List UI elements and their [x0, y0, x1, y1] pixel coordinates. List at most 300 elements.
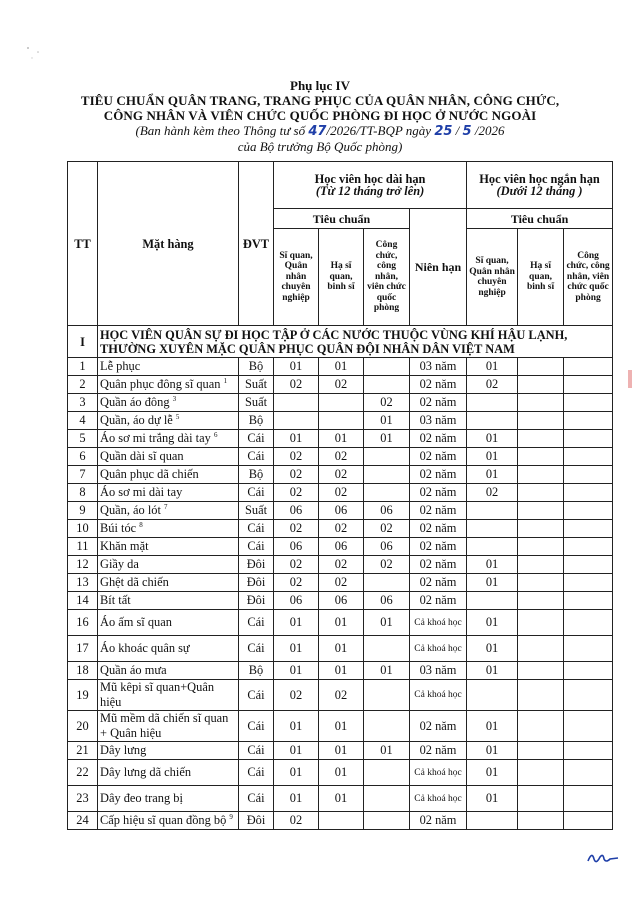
long-nco-qty: 06 — [319, 592, 364, 610]
short-officer-qty: 01 — [467, 610, 518, 636]
long-nco-qty: 01 — [319, 610, 364, 636]
long-civil-qty: 01 — [364, 412, 410, 430]
item-name — [98, 760, 239, 786]
short-nco-qty — [518, 680, 564, 711]
table-row — [68, 502, 613, 520]
table-row — [68, 376, 613, 394]
long-officer-qty: 06 — [274, 502, 319, 520]
short-civil-qty — [564, 538, 613, 556]
short-civil-qty — [564, 358, 613, 376]
term-cell: 02 năm — [410, 484, 467, 502]
long-civil-qty: 01 — [364, 430, 410, 448]
item-name — [98, 394, 239, 412]
item-name — [98, 358, 239, 376]
col-short-officer: Sĩ quan, Quân nhân chuyên nghiệp — [467, 229, 518, 326]
long-nco-qty: 01 — [319, 430, 364, 448]
short-officer-qty — [467, 812, 518, 830]
short-nco-qty — [518, 394, 564, 412]
long-civil-qty — [364, 760, 410, 786]
item-name — [98, 538, 239, 556]
short-nco-qty — [518, 592, 564, 610]
table-row — [68, 358, 613, 376]
short-civil-qty — [564, 592, 613, 610]
short-officer-qty — [467, 538, 518, 556]
item-name — [98, 680, 239, 711]
long-civil-qty: 06 — [364, 502, 410, 520]
term-cell: 02 năm — [410, 376, 467, 394]
item-name — [98, 786, 239, 812]
item-label: Khăn mặt — [100, 539, 149, 553]
long-officer-qty: 02 — [274, 484, 319, 502]
term-cell: 02 năm — [410, 466, 467, 484]
long-civil-qty: 01 — [364, 610, 410, 636]
unit-cell: Đôi — [239, 556, 274, 574]
term-cell: 02 năm — [410, 592, 467, 610]
long-civil-qty — [364, 484, 410, 502]
term-cell: 02 năm — [410, 520, 467, 538]
item-label: Quần, áo dự lễ — [100, 413, 173, 428]
long-nco-qty: 01 — [319, 786, 364, 812]
short-officer-qty: 01 — [467, 742, 518, 760]
section-row — [68, 326, 613, 358]
unit-cell: Suất — [239, 394, 274, 412]
unit-cell: Bộ — [239, 662, 274, 680]
short-nco-qty — [518, 760, 564, 786]
term-cell: Cả khoá học — [410, 680, 467, 711]
long-nco-qty: 02 — [319, 556, 364, 574]
short-nco-qty — [518, 786, 564, 812]
short-nco-qty — [518, 466, 564, 484]
item-name — [98, 662, 239, 680]
short-nco-qty — [518, 812, 564, 830]
footnote-mark: 9 — [229, 812, 233, 821]
table-row — [68, 786, 613, 812]
unit-cell: Cái — [239, 742, 274, 760]
unit-cell: Cái — [239, 786, 274, 812]
short-civil-qty — [564, 430, 613, 448]
item-label: Quân phục đông sĩ quan — [100, 377, 221, 392]
long-civil-qty — [364, 358, 410, 376]
item-name — [98, 466, 239, 484]
item-name — [98, 742, 239, 760]
short-civil-qty — [564, 636, 613, 662]
long-civil-qty — [364, 812, 410, 830]
long-officer-qty: 02 — [274, 520, 319, 538]
row-number: 13 — [68, 574, 98, 592]
long-nco-qty: 02 — [319, 680, 364, 711]
short-standard: Tiêu chuẩn — [467, 209, 613, 229]
col-unit: ĐVT — [239, 162, 274, 326]
short-nco-qty — [518, 538, 564, 556]
item-label: Áo sơ mi dài tay — [100, 485, 183, 499]
term-cell: 02 năm — [410, 711, 467, 742]
table-row — [68, 574, 613, 592]
table-row — [68, 466, 613, 484]
item-name — [98, 711, 239, 742]
table-row — [68, 610, 613, 636]
short-civil-qty — [564, 520, 613, 538]
item-label: Dây đeo trang bị — [100, 791, 183, 805]
row-number: 3 — [68, 394, 98, 412]
unit-cell: Cái — [239, 680, 274, 711]
footnote-mark: 7 — [164, 502, 168, 511]
table-row — [68, 448, 613, 466]
unit-cell: Bộ — [239, 412, 274, 430]
document-header — [0, 78, 640, 154]
item-label: Quân phục dã chiến — [100, 467, 199, 481]
item-label: Áo khoác quân sự — [100, 641, 190, 655]
term-cell: 03 năm — [410, 412, 467, 430]
table-row — [68, 538, 613, 556]
title-line-2: CÔNG NHÂN VÀ VIÊN CHỨC QUỐC PHÒNG ĐI HỌC Ở NƯỚC NGOÀI — [103, 108, 537, 123]
item-name — [98, 484, 239, 502]
col-term: Niên hạn — [410, 209, 467, 326]
short-nco-qty — [518, 556, 564, 574]
short-officer-qty: 02 — [467, 376, 518, 394]
item-label: Mũ kêpi sĩ quan+Quân hiệu — [100, 680, 215, 709]
short-civil-qty — [564, 742, 613, 760]
long-officer-qty: 02 — [274, 466, 319, 484]
row-number: 11 — [68, 538, 98, 556]
long-officer-qty: 02 — [274, 680, 319, 711]
row-number: 17 — [68, 636, 98, 662]
item-label: Quần áo đông — [100, 395, 170, 410]
long-nco-qty: 06 — [319, 502, 364, 520]
item-name — [98, 636, 239, 662]
row-number: 21 — [68, 742, 98, 760]
short-civil-qty — [564, 376, 613, 394]
col-long-officer: Sĩ quan, Quân nhân chuyên nghiệp — [274, 229, 319, 326]
long-nco-qty: 02 — [319, 484, 364, 502]
unit-cell: Cái — [239, 430, 274, 448]
short-officer-qty — [467, 680, 518, 711]
short-officer-qty: 01 — [467, 786, 518, 812]
long-civil-qty — [364, 376, 410, 394]
issued-line — [0, 123, 640, 139]
short-civil-qty — [564, 394, 613, 412]
short-civil-qty — [564, 556, 613, 574]
row-number: 4 — [68, 412, 98, 430]
short-nco-qty — [518, 610, 564, 636]
long-civil-qty — [364, 786, 410, 812]
long-civil-qty: 01 — [364, 662, 410, 680]
table-row — [68, 484, 613, 502]
short-nco-qty — [518, 502, 564, 520]
row-number: 14 — [68, 592, 98, 610]
unit-cell: Bộ — [239, 466, 274, 484]
item-label: Cấp hiệu sĩ quan đồng bộ — [100, 813, 227, 828]
short-term-sub: (Dưới 12 tháng ) — [496, 184, 583, 198]
short-nco-qty — [518, 711, 564, 742]
long-nco-qty: 02 — [319, 448, 364, 466]
item-name — [98, 502, 239, 520]
term-cell: Cả khoá học — [410, 636, 467, 662]
unit-cell: Cái — [239, 610, 274, 636]
row-number: 7 — [68, 466, 98, 484]
short-civil-qty — [564, 680, 613, 711]
long-nco-qty: 01 — [319, 358, 364, 376]
short-nco-qty — [518, 484, 564, 502]
short-nco-qty — [518, 662, 564, 680]
long-civil-qty — [364, 636, 410, 662]
short-officer-qty — [467, 502, 518, 520]
unit-cell: Cái — [239, 760, 274, 786]
long-civil-qty: 02 — [364, 556, 410, 574]
col-item: Mặt hàng — [98, 162, 239, 326]
unit-cell: Cái — [239, 520, 274, 538]
long-term-label: Học viên học dài hạn — [314, 172, 426, 186]
short-civil-qty — [564, 412, 613, 430]
item-label: Bít tất — [100, 593, 131, 607]
long-nco-qty: 02 — [319, 466, 364, 484]
long-term-group — [274, 162, 467, 209]
item-name — [98, 610, 239, 636]
item-label: Quần dài sĩ quan — [100, 449, 184, 463]
long-nco-qty: 06 — [319, 538, 364, 556]
long-officer-qty: 01 — [274, 742, 319, 760]
issued-line-2: của Bộ trưởng Bộ Quốc phòng) — [237, 139, 403, 154]
long-officer-qty: 02 — [274, 812, 319, 830]
long-officer-qty: 01 — [274, 711, 319, 742]
short-nco-qty — [518, 412, 564, 430]
unit-cell: Cái — [239, 711, 274, 742]
term-cell: 02 năm — [410, 430, 467, 448]
short-nco-qty — [518, 574, 564, 592]
col-tt: TT — [68, 162, 98, 326]
long-civil-qty: 06 — [364, 592, 410, 610]
long-civil-qty — [364, 711, 410, 742]
standards-table — [67, 161, 613, 830]
short-officer-qty: 01 — [467, 711, 518, 742]
long-civil-qty — [364, 448, 410, 466]
item-name — [98, 448, 239, 466]
short-civil-qty — [564, 484, 613, 502]
long-officer-qty: 01 — [274, 636, 319, 662]
unit-cell: Cái — [239, 448, 274, 466]
long-nco-qty: 02 — [319, 574, 364, 592]
unit-cell: Đôi — [239, 592, 274, 610]
item-label: Mũ mềm dã chiến sĩ quan + Quân hiệu — [100, 711, 229, 740]
short-officer-qty: 01 — [467, 662, 518, 680]
short-civil-qty — [564, 448, 613, 466]
long-officer-qty: 02 — [274, 556, 319, 574]
short-civil-qty — [564, 760, 613, 786]
table-row — [68, 711, 613, 742]
short-officer-qty — [467, 520, 518, 538]
item-label: Áo sơ mi trắng dài tay — [100, 431, 211, 446]
long-nco-qty: 01 — [319, 711, 364, 742]
long-nco-qty: 02 — [319, 520, 364, 538]
col-short-civil: Công chức, công nhân, viên chức quốc phòng — [564, 229, 613, 326]
row-number: 18 — [68, 662, 98, 680]
row-number: 16 — [68, 610, 98, 636]
long-civil-qty — [364, 574, 410, 592]
short-officer-qty: 01 — [467, 448, 518, 466]
item-label: Quần, áo lót — [100, 503, 161, 518]
footnote-mark: 1 — [223, 376, 228, 385]
term-cell: 02 năm — [410, 556, 467, 574]
long-nco-qty: 02 — [319, 376, 364, 394]
term-cell: 02 năm — [410, 502, 467, 520]
unit-cell: Đôi — [239, 812, 274, 830]
term-cell: 02 năm — [410, 574, 467, 592]
long-officer-qty: 01 — [274, 430, 319, 448]
short-civil-qty — [564, 662, 613, 680]
short-officer-qty: 01 — [467, 760, 518, 786]
unit-cell: Cái — [239, 484, 274, 502]
long-nco-qty: 01 — [319, 636, 364, 662]
row-number: 9 — [68, 502, 98, 520]
unit-cell: Suất — [239, 502, 274, 520]
short-civil-qty — [564, 812, 613, 830]
long-nco-qty: 01 — [319, 742, 364, 760]
row-number: 12 — [68, 556, 98, 574]
term-cell: Cả khoá học — [410, 760, 467, 786]
long-nco-qty: 01 — [319, 662, 364, 680]
long-officer-qty: 01 — [274, 786, 319, 812]
short-nco-qty — [518, 636, 564, 662]
short-officer-qty: 01 — [467, 466, 518, 484]
long-civil-qty — [364, 466, 410, 484]
unit-cell: Cái — [239, 636, 274, 662]
item-name — [98, 574, 239, 592]
short-nco-qty — [518, 430, 564, 448]
item-label: Giầy da — [100, 557, 139, 571]
short-officer-qty: 01 — [467, 574, 518, 592]
term-cell: 02 năm — [410, 812, 467, 830]
table-row — [68, 742, 613, 760]
section-title: HỌC VIÊN QUÂN SỰ ĐI HỌC TẬP Ở CÁC NƯỚC THUỘC VÙNG KHÍ HẬU LẠNH, THƯỜNG XUYÊN MẶC QUÂN PHỤC QUÂN ĐỘI NHÂN DÂN VIỆT NAM — [98, 326, 613, 358]
issued-day: 25 — [434, 124, 453, 139]
term-cell: Cả khoá học — [410, 610, 467, 636]
term-cell: 02 năm — [410, 448, 467, 466]
issued-prefix: (Ban hành kèm theo Thông tư số — [135, 123, 306, 138]
margin-mark — [628, 370, 632, 388]
long-officer-qty: 02 — [274, 448, 319, 466]
footnote-mark: 8 — [139, 520, 143, 529]
title-line-1: TIÊU CHUẨN QUÂN TRANG, TRANG PHỤC CỦA QUÂN NHÂN, CÔNG CHỨC, — [80, 93, 560, 108]
footnote-mark: 6 — [213, 430, 218, 439]
item-name — [98, 430, 239, 448]
appendix-label: Phụ lục IV — [290, 78, 350, 93]
long-officer-qty: 02 — [274, 574, 319, 592]
long-nco-qty — [319, 394, 364, 412]
scan-speck — [20, 38, 50, 68]
short-civil-qty — [564, 711, 613, 742]
row-number: 6 — [68, 448, 98, 466]
table-row — [68, 812, 613, 830]
row-number: 23 — [68, 786, 98, 812]
long-officer-qty: 02 — [274, 376, 319, 394]
table-row — [68, 662, 613, 680]
short-officer-qty: 01 — [467, 430, 518, 448]
long-officer-qty — [274, 394, 319, 412]
footnote-mark: 5 — [175, 412, 180, 421]
long-civil-qty: 06 — [364, 538, 410, 556]
table-row — [68, 680, 613, 711]
long-standard: Tiêu chuẩn — [274, 209, 410, 229]
table-row — [68, 636, 613, 662]
term-cell: 02 năm — [410, 538, 467, 556]
initials-signature — [586, 847, 620, 867]
term-cell: 02 năm — [410, 394, 467, 412]
short-nco-qty — [518, 520, 564, 538]
long-officer-qty: 01 — [274, 662, 319, 680]
table-row — [68, 412, 613, 430]
short-civil-qty — [564, 466, 613, 484]
long-civil-qty: 02 — [364, 394, 410, 412]
col-long-nco: Hạ sĩ quan, binh sĩ — [319, 229, 364, 326]
long-nco-qty: 01 — [319, 760, 364, 786]
table-row — [68, 760, 613, 786]
footnote-mark: 3 — [172, 394, 177, 403]
term-cell: 03 năm — [410, 358, 467, 376]
table-row — [68, 592, 613, 610]
unit-cell: Cái — [239, 538, 274, 556]
short-nco-qty — [518, 358, 564, 376]
term-cell: 03 năm — [410, 662, 467, 680]
long-officer-qty: 06 — [274, 538, 319, 556]
section-number: I — [68, 326, 98, 358]
short-term-label: Học viên học ngắn hạn — [479, 172, 600, 186]
short-officer-qty: 01 — [467, 358, 518, 376]
issued-year: /2026 — [474, 123, 505, 138]
long-nco-qty — [319, 412, 364, 430]
issued-month: 5 — [462, 124, 472, 139]
item-name — [98, 592, 239, 610]
item-name — [98, 520, 239, 538]
unit-cell: Suất — [239, 376, 274, 394]
row-number: 20 — [68, 711, 98, 742]
table-row — [68, 520, 613, 538]
row-number: 8 — [68, 484, 98, 502]
item-label: Ghệt dã chiến — [100, 575, 169, 589]
term-cell: Cả khoá học — [410, 786, 467, 812]
circular-number: 47 — [308, 124, 327, 139]
issued-sep: / — [455, 123, 460, 138]
long-officer-qty — [274, 412, 319, 430]
long-officer-qty: 01 — [274, 358, 319, 376]
item-name — [98, 812, 239, 830]
long-civil-qty: 01 — [364, 742, 410, 760]
row-number: 2 — [68, 376, 98, 394]
col-short-nco: Hạ sĩ quan, binh sĩ — [518, 229, 564, 326]
item-name — [98, 412, 239, 430]
short-civil-qty — [564, 502, 613, 520]
item-name — [98, 376, 239, 394]
item-label: Áo ấm sĩ quan — [100, 615, 172, 629]
short-officer-qty: 01 — [467, 556, 518, 574]
long-officer-qty: 01 — [274, 610, 319, 636]
item-label: Búi tóc — [100, 521, 137, 536]
item-label: Lễ phục — [100, 359, 141, 373]
row-number: 10 — [68, 520, 98, 538]
short-nco-qty — [518, 448, 564, 466]
long-term-sub: (Từ 12 tháng trở lên) — [315, 184, 425, 198]
row-number: 24 — [68, 812, 98, 830]
long-officer-qty: 01 — [274, 760, 319, 786]
long-civil-qty — [364, 680, 410, 711]
short-officer-qty: 01 — [467, 636, 518, 662]
table-row — [68, 394, 613, 412]
unit-cell: Bộ — [239, 358, 274, 376]
item-label: Quần áo mưa — [100, 663, 167, 677]
short-term-group — [467, 162, 613, 209]
short-nco-qty — [518, 742, 564, 760]
term-cell: 02 năm — [410, 742, 467, 760]
long-officer-qty: 06 — [274, 592, 319, 610]
row-number: 5 — [68, 430, 98, 448]
